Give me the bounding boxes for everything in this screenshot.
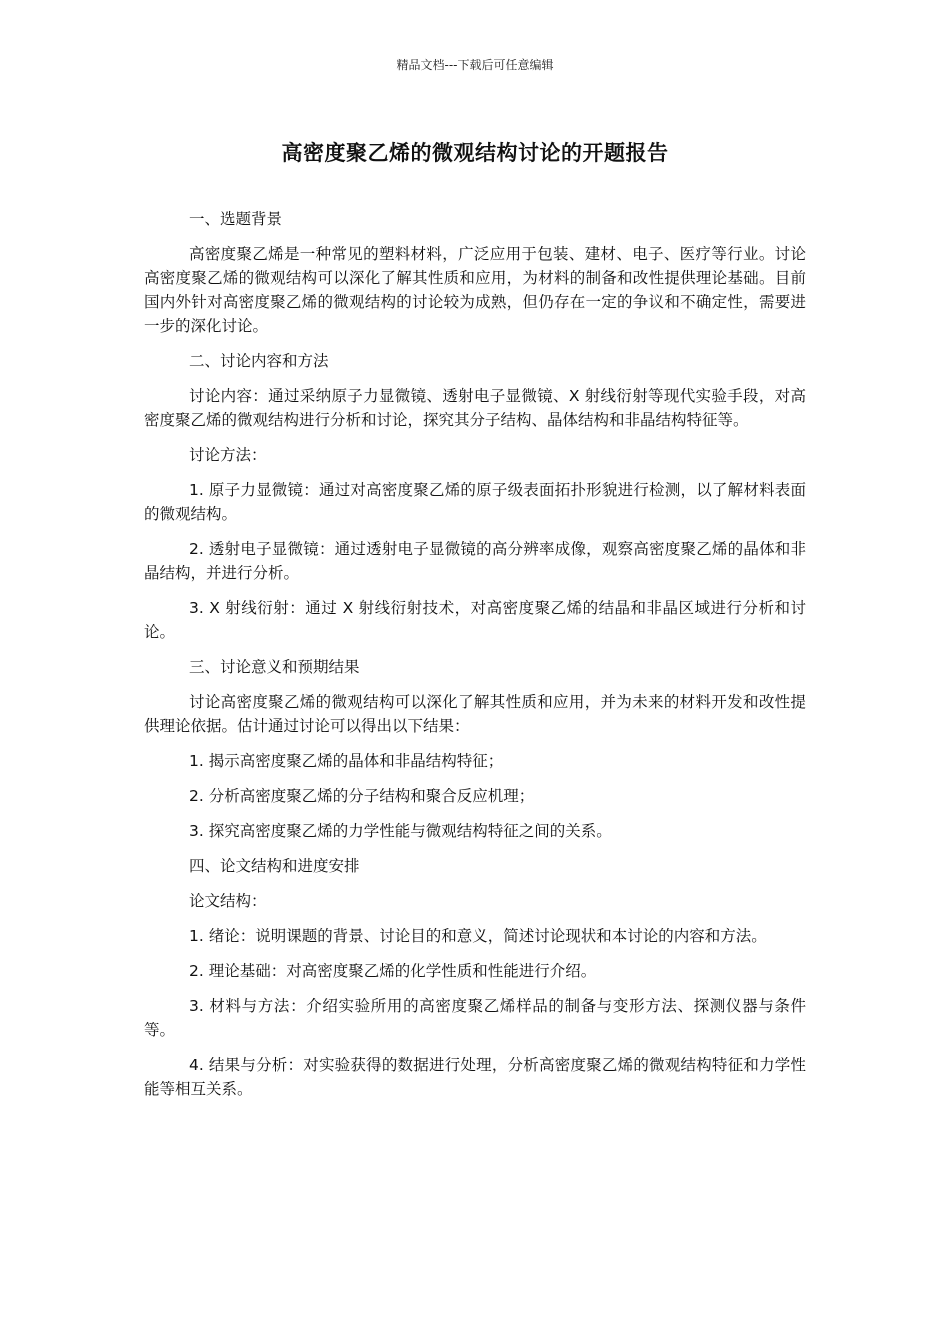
expected-result-item: 2. 分析高密度聚乙烯的分子结构和聚合反应机理； bbox=[189, 787, 535, 805]
section-heading-background: 一、选题背景 bbox=[189, 210, 283, 228]
expected-result-item: 1. 揭示高密度聚乙烯的晶体和非晶结构特征； bbox=[189, 752, 504, 770]
method-item: 3. X 射线衍射：通过 X 射线衍射技术，对高密度聚乙烯的结晶和非晶区域进行分析和讨论。 bbox=[144, 599, 806, 641]
research-method-label: 讨论方法： bbox=[189, 446, 267, 464]
section-heading-content-method: 二、讨论内容和方法 bbox=[189, 352, 329, 370]
thesis-structure-label: 论文结构： bbox=[189, 892, 267, 910]
page-header: 精品文档---下载后可任意编辑 bbox=[396, 58, 554, 72]
structure-item: 1. 绪论：说明课题的背景、讨论目的和意义，简述讨论现状和本讨论的内容和方法。 bbox=[189, 927, 767, 945]
research-content-paragraph: 讨论内容：通过采纳原子力显微镜、透射电子显微镜、X 射线衍射等现代实验手段，对高密度聚乙烯的微观结构进行分析和讨论，探究其分子结构、晶体结构和非晶结构特征等。 bbox=[144, 387, 806, 429]
expected-result-item: 3. 探究高密度聚乙烯的力学性能与微观结构特征之间的关系。 bbox=[189, 822, 612, 840]
background-paragraph: 高密度聚乙烯是一种常见的塑料材料，广泛应用于包装、建材、电子、医疗等行业。讨论高密度聚乙烯的微观结构可以深化了解其性质和应用，为材料的制备和改性提供理论基础。目前国内外针对高密度聚乙烯的微观结构的讨论较为成熟，但仍存在一定的争议和不确定性，需要进一步的深化讨论。 bbox=[144, 245, 806, 335]
structure-item: 2. 理论基础：对高密度聚乙烯的化学性质和性能进行介绍。 bbox=[189, 962, 597, 980]
significance-paragraph: 讨论高密度聚乙烯的微观结构可以深化了解其性质和应用，并为未来的材料开发和改性提供理论依据。估计通过讨论可以得出以下结果： bbox=[144, 693, 806, 735]
structure-item: 3. 材料与方法：介绍实验所用的高密度聚乙烯样品的制备与变形方法、探测仪器与条件等。 bbox=[144, 997, 806, 1039]
document-body bbox=[144, 207, 806, 1112]
method-item: 1. 原子力显微镜：通过对高密度聚乙烯的原子级表面拓扑形貌进行检测，以了解材料表面的微观结构。 bbox=[144, 481, 806, 523]
document-title: 高密度聚乙烯的微观结构讨论的开题报告 bbox=[281, 141, 669, 165]
section-heading-significance: 三、讨论意义和预期结果 bbox=[189, 658, 360, 676]
method-item: 2. 透射电子显微镜：通过透射电子显微镜的高分辨率成像，观察高密度聚乙烯的晶体和非晶结构，并进行分析。 bbox=[144, 540, 806, 582]
structure-item: 4. 结果与分析：对实验获得的数据进行处理，分析高密度聚乙烯的微观结构特征和力学性能等相互关系。 bbox=[144, 1056, 806, 1098]
section-heading-structure-schedule: 四、论文结构和进度安排 bbox=[189, 857, 360, 875]
